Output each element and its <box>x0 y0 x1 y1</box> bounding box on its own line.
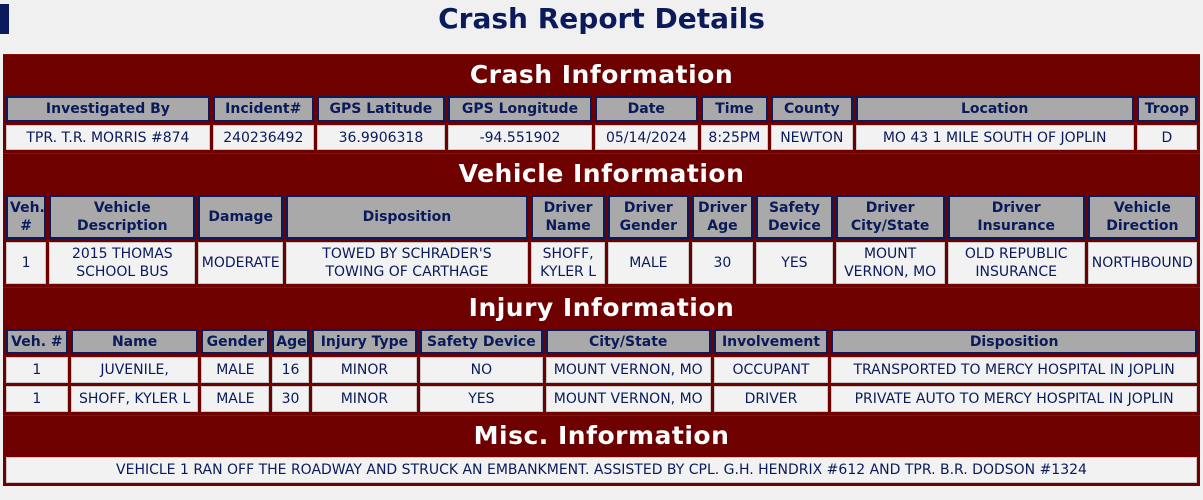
cell-driver-age <box>692 242 754 284</box>
cell-line: MALE <box>629 255 668 271</box>
misc-info-header: Misc. Information <box>3 415 1200 454</box>
page-title: Crash Report Details <box>438 2 765 35</box>
col-label-line: Device <box>768 218 821 234</box>
col-label-line: Insurance <box>977 218 1056 234</box>
cell-date: 05/14/2024 <box>595 125 698 150</box>
crash-header-row <box>6 96 1197 122</box>
cell-gps-latitude: 36.9906318 <box>317 125 445 150</box>
cell-line: TOWED BY SCHRADER'S <box>322 246 492 262</box>
cell-veh-number: 1 <box>6 357 68 383</box>
cell-line: NORTHBOUND <box>1091 255 1193 271</box>
misc-info-text: VEHICLE 1 RAN OFF THE ROADWAY AND STRUCK AN EMBANKMENT. ASSISTED BY CPL. G.H. HENDRIX #612 AND TPR. B.R. DODSON #1324 <box>6 457 1197 483</box>
cell-name: SHOFF, KYLER L <box>71 386 199 412</box>
col-veh-number: Veh. # <box>6 329 68 354</box>
injury-header-row <box>6 329 1197 354</box>
cell-line: MODERATE <box>201 255 280 271</box>
cell-involvement: OCCUPANT <box>714 357 828 383</box>
col-county: County <box>771 96 853 122</box>
cell-incident: 240236492 <box>213 125 314 150</box>
cell-county: NEWTON <box>771 125 853 150</box>
cell-disposition: PRIVATE AUTO TO MERCY HOSPITAL IN JOPLIN <box>831 386 1197 412</box>
col-location: Location <box>856 96 1134 122</box>
cell-line: MOUNT <box>863 246 917 262</box>
cell-driver-insurance <box>948 242 1085 284</box>
cell-safety-device: YES <box>420 386 543 412</box>
cell-line: YES <box>781 255 808 271</box>
table-row <box>6 242 1197 284</box>
col-damage <box>198 195 282 239</box>
cell-damage <box>198 242 282 284</box>
col-driver-city-state <box>836 195 945 239</box>
cell-driver-gender <box>608 242 688 284</box>
cell-driver-city-state <box>836 242 945 284</box>
cell-gender: MALE <box>201 386 269 412</box>
cell-location: MO 43 1 MILE SOUTH OF JOPLIN <box>856 125 1134 150</box>
col-label-line: Driver <box>865 200 915 216</box>
cell-veh-number: 1 <box>6 386 68 412</box>
col-label-line: Vehicle <box>93 200 151 216</box>
cell-disposition: TRANSPORTED TO MERCY HOSPITAL IN JOPLIN <box>831 357 1197 383</box>
cell-line: SHOFF, <box>542 246 594 262</box>
col-label-line: Driver <box>697 200 747 216</box>
col-age: Age <box>272 329 308 354</box>
cell-age: 30 <box>272 386 308 412</box>
cell-line: TOWING OF CARTHAGE <box>325 264 489 280</box>
cell-vehicle-description <box>49 242 195 284</box>
cell-line: KYLER L <box>540 264 597 280</box>
col-gender: Gender <box>201 329 269 354</box>
col-gps-latitude: GPS Latitude <box>317 96 445 122</box>
col-disposition <box>286 195 528 239</box>
col-vehicle-direction <box>1088 195 1197 239</box>
cell-injury-type: MINOR <box>312 386 417 412</box>
col-safety-device: Safety Device <box>420 329 543 354</box>
table-row <box>6 125 1197 150</box>
cell-safety-device <box>756 242 832 284</box>
col-driver-gender <box>608 195 688 239</box>
cell-line: INSURANCE <box>975 264 1057 280</box>
col-driver-name <box>531 195 605 239</box>
cell-involvement: DRIVER <box>714 386 828 412</box>
col-label-line: # <box>20 218 32 234</box>
cell-disposition <box>286 242 528 284</box>
cell-injury-type: MINOR <box>312 357 417 383</box>
cell-name: JUVENILE, <box>71 357 199 383</box>
col-label-line: Disposition <box>362 209 452 225</box>
col-label-line: Description <box>77 218 168 234</box>
cell-driver-name <box>531 242 605 284</box>
cell-age: 16 <box>272 357 308 383</box>
cell-gender: MALE <box>201 357 269 383</box>
table-row <box>6 357 1197 383</box>
cell-investigated-by: TPR. T.R. MORRIS #874 <box>6 125 210 150</box>
cell-line: 30 <box>713 255 732 271</box>
crash-info-header: Crash Information <box>3 54 1200 93</box>
col-involvement: Involvement <box>714 329 828 354</box>
col-label-line: Driver <box>623 200 673 216</box>
table-row <box>6 457 1197 483</box>
cell-safety-device: NO <box>420 357 543 383</box>
col-disposition: Disposition <box>831 329 1197 354</box>
col-troop: Troop <box>1137 96 1197 122</box>
col-label-line: Direction <box>1106 218 1179 234</box>
col-safety-device <box>756 195 832 239</box>
vehicle-header-row <box>6 195 1197 239</box>
injury-info-table <box>3 326 1200 415</box>
cell-time: 8:25PM <box>701 125 768 150</box>
col-driver-age <box>692 195 754 239</box>
cell-line: 2015 THOMAS <box>71 246 173 262</box>
cell-vehicle-direction <box>1088 242 1197 284</box>
cell-line: OLD REPUBLIC <box>964 246 1068 262</box>
col-investigated-by: Investigated By <box>6 96 210 122</box>
vehicle-info-table <box>3 192 1200 287</box>
col-vehicle-description <box>49 195 195 239</box>
cell-gps-longitude: -94.551902 <box>448 125 592 150</box>
col-time: Time <box>701 96 768 122</box>
vehicle-info-header: Vehicle Information <box>3 153 1200 192</box>
col-label-line: Age <box>707 218 738 234</box>
cell-line: 1 <box>21 255 31 271</box>
col-label-line: Gender <box>619 218 678 234</box>
col-label-line: Driver <box>991 200 1041 216</box>
col-label-line: Driver <box>543 200 593 216</box>
col-injury-type: Injury Type <box>312 329 417 354</box>
col-incident: Incident# <box>213 96 314 122</box>
accent-bar <box>0 4 9 34</box>
cell-line: VERNON, MO <box>844 264 937 280</box>
col-label-line: Safety <box>768 200 820 216</box>
cell-city-state: MOUNT VERNON, MO <box>546 386 711 412</box>
cell-city-state: MOUNT VERNON, MO <box>546 357 711 383</box>
col-label-line: Vehicle <box>1113 200 1171 216</box>
injury-info-header: Injury Information <box>3 287 1200 326</box>
crash-info-table <box>3 93 1200 153</box>
table-row <box>6 386 1197 412</box>
col-label-line: Name <box>545 218 591 234</box>
col-gps-longitude: GPS Longitude <box>448 96 592 122</box>
col-city-state: City/State <box>546 329 711 354</box>
col-name: Name <box>71 329 199 354</box>
col-label-line: City/State <box>850 218 930 234</box>
misc-info-table <box>3 454 1200 486</box>
col-date: Date <box>595 96 698 122</box>
col-label-line: Damage <box>208 209 273 225</box>
cell-line: SCHOOL BUS <box>76 264 169 280</box>
col-driver-insurance <box>948 195 1085 239</box>
col-label-line: Veh. <box>10 200 45 216</box>
col-veh-number <box>6 195 46 239</box>
cell-troop: D <box>1137 125 1197 150</box>
cell-veh-number <box>6 242 46 284</box>
